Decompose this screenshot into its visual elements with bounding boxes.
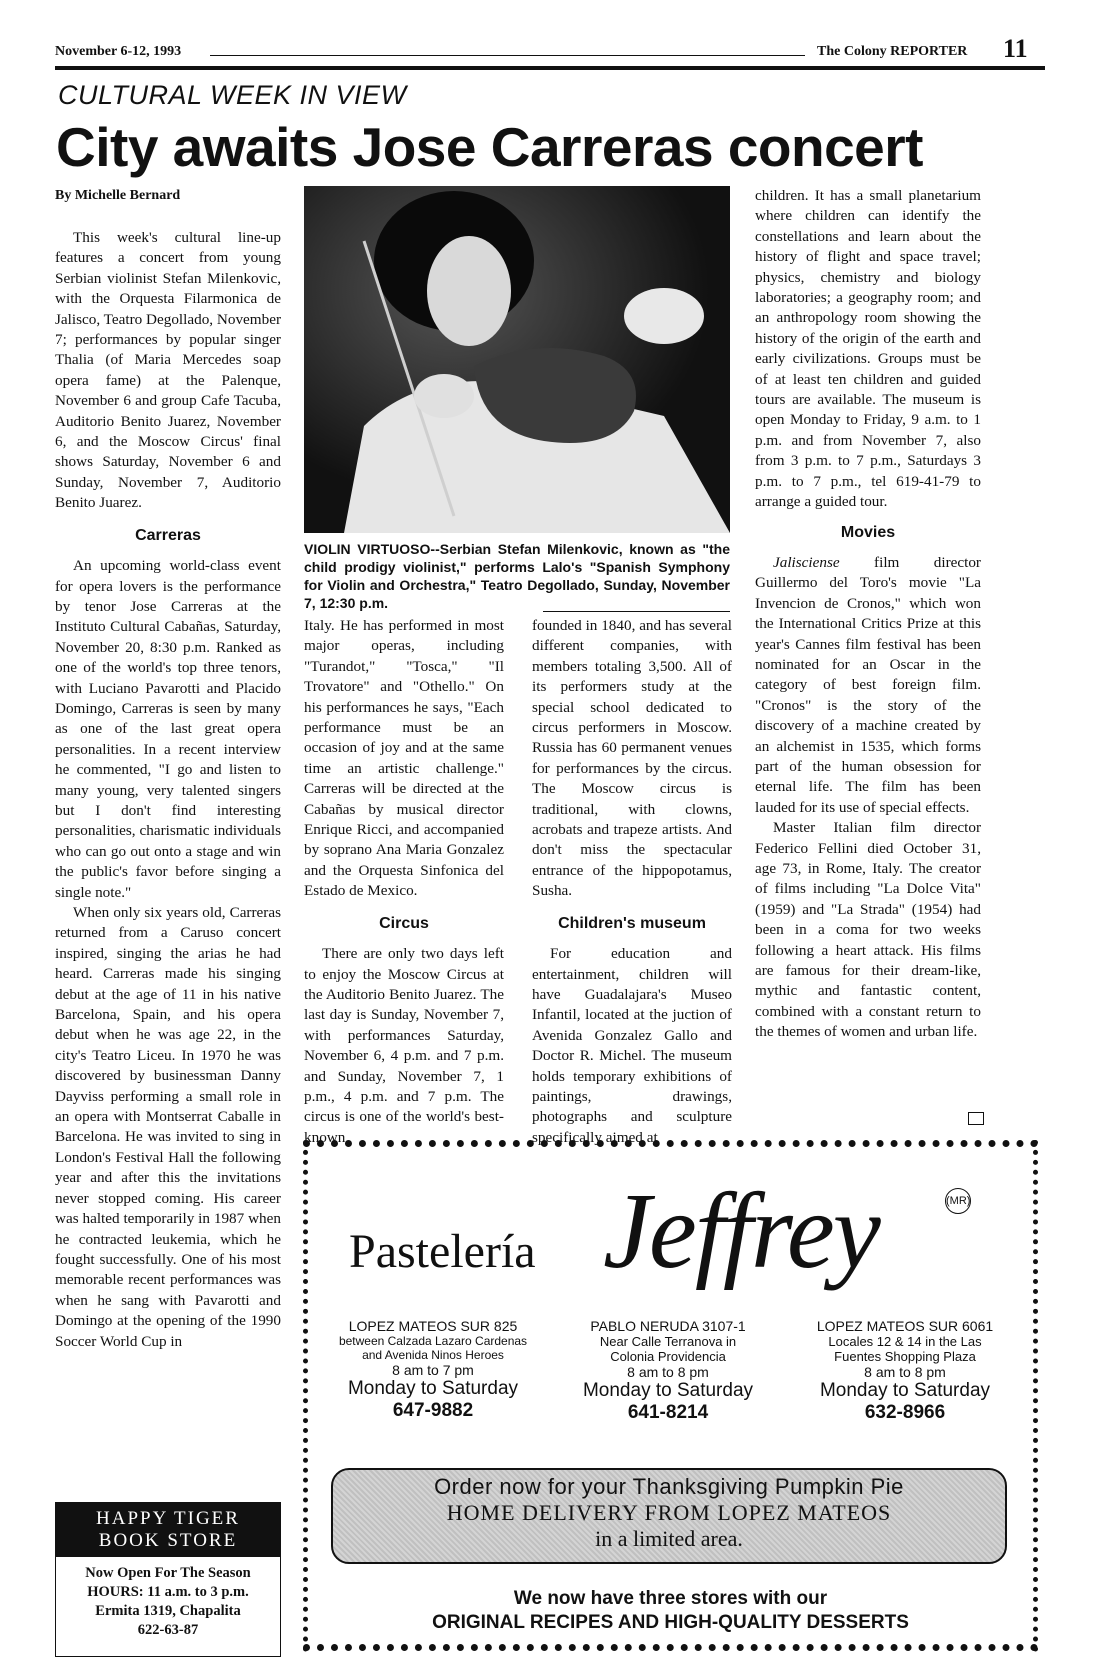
header-rule — [210, 55, 805, 56]
store-2 — [558, 1318, 778, 1424]
store-3-phone: 632-8966 — [864, 1402, 946, 1423]
store-3-hours: 8 am to 8 pm — [864, 1364, 946, 1380]
ad-bottom-border — [303, 1644, 1038, 1651]
jeffrey-script-logo: Jeffrey — [603, 1172, 879, 1291]
store-3-cross: Locales 12 & 14 in the Las — [828, 1334, 982, 1349]
store-1 — [323, 1318, 543, 1422]
store-3-address: LOPEZ MATEOS SUR 6061 — [816, 1318, 994, 1334]
happy-tiger-name-2: BOOK STORE — [98, 1530, 238, 1551]
column-4 — [755, 186, 981, 1043]
tiger-phone-line: 622-63-87 — [137, 1622, 199, 1638]
store-1-hours: 8 am to 7 pm — [392, 1362, 474, 1378]
store-1-days: Monday to Saturday — [347, 1378, 519, 1399]
publication-name: The Colony REPORTER — [817, 44, 968, 59]
header-thick-rule — [55, 66, 1045, 70]
ad-left-border — [303, 1140, 308, 1652]
carreras-continued: Italy. He has performed in most major operas, including "Turandot," "Tosca," "Il Trovatore" and "Othello." On his performances he says, "Each performance must be an occasion of joy and at the same time an artistic challenge." Carreras will be directed at the Cabañas by musical director Enrique Ricci, and accompanied by soprano Ana Maria Gonzalez and the Orquesta Sinfonica del Estado de Mexico. — [304, 617, 504, 900]
store-2-address: PABLO NERUDA 3107-1 — [590, 1318, 746, 1334]
tiger-open-line: Now Open For The Season — [85, 1565, 251, 1581]
section-title: CULTURAL WEEK IN VIEW — [58, 80, 407, 110]
happy-tiger-name-1: HAPPY TIGER — [96, 1508, 240, 1529]
store-2-days: Monday to Saturday — [582, 1380, 754, 1401]
carreras-subhead: Carreras — [135, 526, 201, 544]
store-3-days: Monday to Saturday — [819, 1380, 991, 1401]
column-1 — [55, 228, 281, 1352]
carreras-paragraph-2: When only six years old, Carreras returned from a Caruso concert inspired, singing the arias he had heard. Carreras made his singing debut at the age of 11 in his native Barcelona, Spain, and his opera debut when he was age 22, in the city's Teatro Liceu. In 1970 he was discovered by businessman Danny Dayviss performing a small role in an opera with Montserrat Caballe in Barcelona. He was invited to sing in London's Festival Hall the following year and after this the invitations never stopped coming. His career was halted temporarily in 1987 when he contracted leukemia, which he fought successfully. One of his most memorable recent performances was when he sang with Pavarotti and Domingo at the opening of the 1990 Soccer World Cup in — [55, 904, 281, 1350]
happy-tiger-ad — [55, 1502, 281, 1657]
promo-line-1: Order now for your Thanksgiving Pumpkin Pie — [434, 1474, 904, 1499]
museum-subhead: Children's museum — [558, 914, 706, 932]
store-2-hours: 8 am to 8 pm — [627, 1364, 709, 1380]
circus-subhead: Circus — [379, 914, 429, 932]
end-mark-icon — [968, 1112, 984, 1125]
page-number: 11 — [1003, 34, 1028, 63]
museum-continued: children. It has a small planetarium where children can identify the constellations and learn about the history of flight and space travel; physics, chemistry and biology laboratories; a geography room; and an anthropology room showing the history of the origin of the earth and early civilizations. Groups must be of at least ten children and guided tours are available. The museum is open Monday to Friday, 9 a.m. to 1 p.m. and from November 7, also from 3 p.m. to 7 p.m., Saturdays 3 p.m. to 7 p.m., tel 619-41-79 to arrange a guided tour. — [755, 187, 981, 511]
tiger-address-line: Ermita 1319, Chapalita — [95, 1603, 241, 1619]
store-1-cross2: and Avenida Ninos Heroes — [362, 1348, 504, 1362]
photo-caption: VIOLIN VIRTUOSO--Serbian Stefan Milenkovic, known as "the child prodigy violinist," performs Lalo's "Spanish Symphony for Violin and Orchestra," Teatro Degollado, Sunday, November 7, 12:30 p.m. — [304, 541, 730, 611]
store-3 — [795, 1318, 1015, 1424]
promo-line-3: in a limited area. — [595, 1526, 743, 1551]
ad-top-border — [303, 1140, 1038, 1147]
store-2-cross: Near Calle Terranova in — [599, 1334, 737, 1349]
movies-paragraph-1 — [755, 553, 981, 818]
ad-footer-1: We now have three stores with our — [513, 1588, 828, 1609]
store-2-phone: 641-8214 — [627, 1402, 709, 1423]
tiger-hours-line: HOURS: 11 a.m. to 3 p.m. — [87, 1584, 249, 1600]
column-2 — [304, 616, 504, 1148]
museum-paragraph: For education and entertainment, children will have Guadalajara's Museo Infantil, located at the juction of Avenida Gonzalez Gallo and Doctor R. Michel. The museum holds temporary exhibitions of paintings, drawings, photographs and sculpture specifically aimed at — [532, 945, 732, 1146]
caption-rule — [543, 611, 730, 612]
intro-paragraph: This week's cultural line-up features a concert from young Serbian violinist Stefan Milenkovic, with the Orquesta Filarmonica de Jalisco, Teatro Degollado, November 7; performances by popular singer Thalia (of Maria Mercedes soap opera fame) at the Palenque, November 6 and group Cafe Tacuba, Auditorio Benito Juarez, November 6, and the Moscow Circus' final shows Saturday, November 6 and Sunday, November 7, Auditorio Benito Juarez. — [55, 229, 281, 512]
ad-right-border — [1033, 1140, 1038, 1652]
store-2-cross2: Colonia Providencia — [610, 1349, 726, 1364]
circus-continued: founded in 1840, and has several different companies, with members totaling 3,500. All of its performers study at the special school dedicated to circus performers in Moscow. Russia has 60 permanent venues for performances by the circus. The Moscow circus is traditional, with clowns, acrobats and trapeze artists. And don't miss the spectacular entrance of the hippopotamus, Susha. — [532, 617, 732, 900]
movies-paragraph-1-text: film director Guillermo del Toro's movie "La Invencion de Cronos," which won the International Critics Prize at this year's Cannes film festival has been nominated for an Oscar in the category of best foreign film. "Cronos" is the story of the discovery of a machine created by an alchemist in 1535, which forms part of the human obsession for eternal life. The film has been lauded for its use of special effects. — [755, 553, 981, 816]
registered-mark: (MR) — [945, 1188, 971, 1214]
circus-paragraph: There are only two days left to enjoy the Moscow Circus at the Auditorio Benito Juarez. The last day is Sunday, November 7, with performances Saturday, November 6, 4 p.m. and 7 p.m. and Sunday, November 7, 1 p.m., 4 p.m. and 7 p.m. The circus is one of the world's best-known, — [304, 945, 504, 1146]
violinist-photo — [304, 186, 730, 533]
jalisciense-italic: Jalisciense — [773, 553, 840, 571]
happy-tiger-banner — [56, 1503, 280, 1557]
byline: By Michelle Bernard — [55, 188, 181, 203]
carreras-paragraph-1: An upcoming world-class event for opera lovers is the performance by tenor Jose Carreras at the Instituto Cultural Cabañas, Saturday, November 20, 8:30 p.m. Ranked as one of the world's top three tenors, with Luciano Pavarotti and Placido Domingo, Carreras is seen by many as one of the last great opera personalities. In a recent interview he commented, "I go and listen to many young, very talented singers but I don't find interesting personalities, charismatic individuals who can go out onto a stage and win the public's favor before singing a single note." — [55, 557, 281, 901]
headline: City awaits Jose Carreras concert — [56, 116, 923, 178]
promo-line-2: HOME DELIVERY FROM LOPEZ MATEOS — [446, 1500, 892, 1525]
pumpkin-pie-promo — [331, 1468, 1007, 1564]
store-1-address: LOPEZ MATEOS SUR 825 — [348, 1318, 518, 1334]
ad-footer-2: ORIGINAL RECIPES AND HIGH-QUALITY DESSERTS — [432, 1612, 909, 1633]
movies-subhead: Movies — [840, 523, 896, 541]
column-3 — [532, 616, 732, 1148]
pasteleria-ad — [303, 1140, 1038, 1652]
store-3-cross2: Fuentes Shopping Plaza — [834, 1349, 976, 1364]
pasteleria-brand: Pastelería — [349, 1225, 536, 1278]
movies-paragraph-2: Master Italian film director Federico Fellini died October 31, age 73, in Rome, Italy. The creator of films including "La Dolce Vita" (1959) and "La Strada" (1954) had been in a coma for two weeks following a heart attack. His films are famous for their dream-like, mythic and fantastic content, combined with a constant return to the themes of women and urban life. — [755, 819, 981, 1041]
violinist-illustration — [304, 186, 730, 533]
store-1-phone: 647-9882 — [392, 1400, 474, 1421]
issue-date: November 6-12, 1993 — [55, 44, 182, 59]
store-1-cross: between Calzada Lazaro Cardenas — [338, 1334, 528, 1348]
